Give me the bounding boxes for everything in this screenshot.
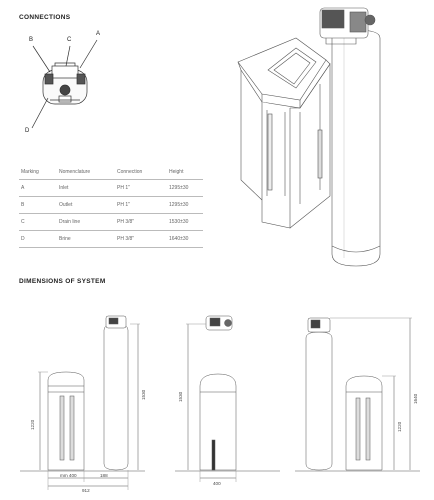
connections-heading: CONNECTIONS xyxy=(19,14,71,21)
front-gap-label: 188 xyxy=(100,473,108,478)
callout-a: A xyxy=(96,31,101,37)
right-tank-height: 1640 xyxy=(413,393,418,404)
right-resin-tank xyxy=(306,332,332,470)
cell-marking: D xyxy=(19,231,57,248)
right-brine-tank xyxy=(346,376,382,470)
cell-height: 1640±30 xyxy=(167,231,203,248)
cell-marking: A xyxy=(19,180,57,197)
cell-height: 1295±30 xyxy=(167,197,203,214)
front-total-label: 912 xyxy=(82,488,90,493)
cell-connection: PH 3/8" xyxy=(115,214,167,231)
cell-connection: PH 3/8" xyxy=(115,231,167,248)
side-tank-height: 1530 xyxy=(178,391,183,402)
header-nomenclature: Nomenclature xyxy=(57,164,115,180)
callout-d: D xyxy=(25,128,30,134)
right-brine-height: 1220 xyxy=(397,421,402,432)
cell-marking: B xyxy=(19,197,57,214)
dimensions-heading: DIMENSIONS OF SYSTEM xyxy=(19,278,106,285)
header-height: Height xyxy=(167,164,203,180)
cell-marking: C xyxy=(19,214,57,231)
front-brine-tank xyxy=(48,372,84,470)
cell-nomenclature: Outlet xyxy=(57,197,115,214)
cell-height: 1295±30 xyxy=(167,180,203,197)
header-connection: Connection xyxy=(115,164,167,180)
cell-nomenclature: Brine xyxy=(57,231,115,248)
front-width-label: mm 400 xyxy=(60,473,77,478)
cell-connection: PH 1" xyxy=(115,197,167,214)
callout-b: B xyxy=(29,37,34,43)
front-resin-tank xyxy=(104,324,128,470)
front-brine-height: 1220 xyxy=(30,419,35,430)
side-width-label: 400 xyxy=(213,481,221,486)
header-marking: Marking xyxy=(19,164,57,180)
cell-connection: PH 1" xyxy=(115,180,167,197)
side-cabinet xyxy=(200,374,236,470)
front-tank-height: 1530 xyxy=(141,389,146,400)
cell-height: 1530±30 xyxy=(167,214,203,231)
cell-nomenclature: Drain line xyxy=(57,214,115,231)
cell-nomenclature: Inlet xyxy=(57,180,115,197)
callout-c: C xyxy=(67,37,72,43)
